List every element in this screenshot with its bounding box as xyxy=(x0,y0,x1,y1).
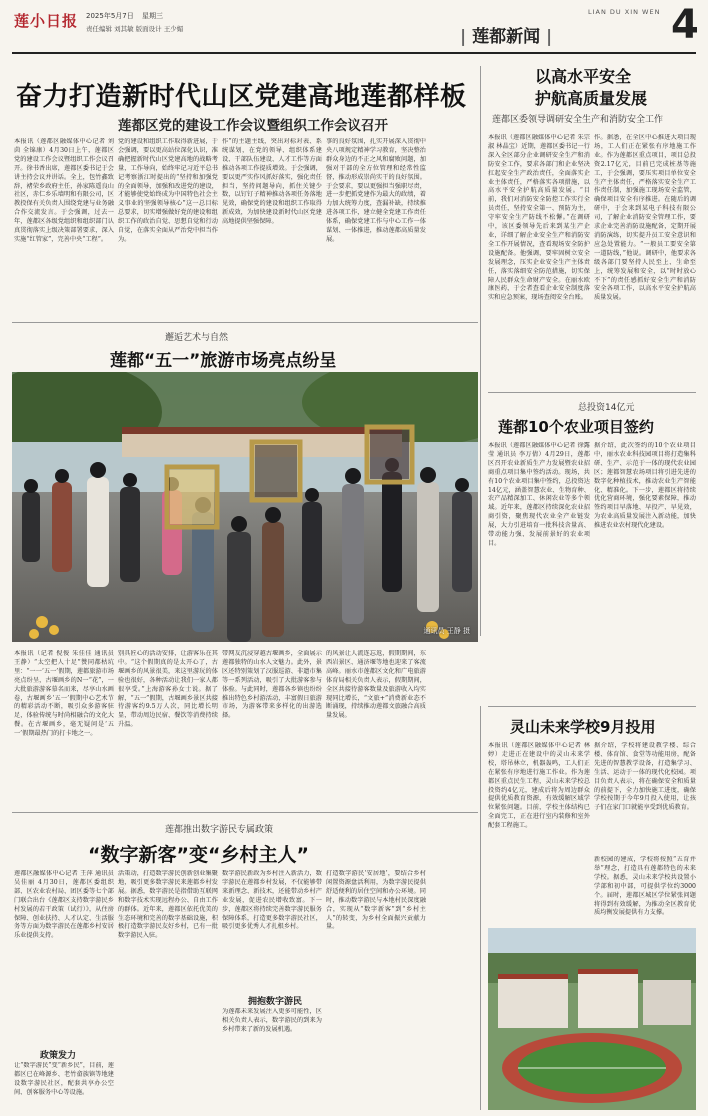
tourism-photo-image xyxy=(12,372,478,642)
col-divider-lower xyxy=(480,706,481,1110)
lead-headline: 奋力打造新时代山区党建高地莲都样板 xyxy=(16,82,467,112)
lead-col-1: 本报讯（莲都区融媒体中心记者 刘茵 全锦康）4月30日上午，莲都区党的建设工作会议暨组织工作会议召开。徐书香出席，莲都区委书记于会讲主持会议并讲话。全上，包竹鑫致辞，褚荣乡政府主任，孙家陈遥良山社区，赤仁乡乐墙明和有限公司，区教投保有关负责人围绕党建与业务融合作交流发言。于会强调，过去一年，莲都区各级党组织和组织部门认真贯彻落实上级决策部署要求，深入实施“红管家”，完善中央“工程”。 xyxy=(14,138,114,243)
photo-frame-fill xyxy=(170,470,214,524)
tourism-col-2: 别具匠心的活动安排，让游客乐在其中。“这个假期真的是太开心了，古堰画乡的风景很美，来这里游玩的体验也很好，各种活动让我们一家人都很享受。”上海游客孙女士说。据了解，“五一”假期，古堰画乡景区共接待游客约9.5万人次，同比增长明显，带动周边民宿、餐饮等消费持续升温。 xyxy=(118,650,218,729)
tourism-col-1: 本报讯（记者 倪俊 朱佳佳 通讯员 王静）“太空把人十足”赞同都枯坑里：“一一‘五一’假期，莲都旅游市场亮点纷呈，古堰画乡的N一“花”，一大批旅游游客慕名而来，尽享山水画卷，古堰画乡‘五一’假期中心艺术节的精彩活动不断，吸引众多游客驻足，体验传统与时尚相融合的文化大餐。在古堰画乡，毫无疑问是‘五一’假期最热门的打卡地之一。 xyxy=(14,650,114,738)
lead-subhead: 莲都区党的建设工作会议暨组织工作会议召开 xyxy=(118,118,388,134)
tourism-kicker: 邂逅艺术与自然 xyxy=(165,333,229,343)
school-photo xyxy=(488,928,696,1110)
photo-frame-fill xyxy=(370,430,409,479)
section-divider: | xyxy=(460,27,473,47)
safety-col-1: 本报讯（莲都区融媒体中心记者 朱宗淑 林晶宝）近期，莲都区委书记一行深入全区部分企业调研安全生产和消防安全工作，要求各部门和企业坚决扛起安全生产政治责任，全面落实企业主体责任，严格落实各项措施，以高水平安全护航高质量发展。“目前，我们对消防安全防控工作实行全员责任，坚持安全第一、预防为主，守牢安全生产防线不松懈。”在调研中，该区委领导先后来到某生产企业，详细了解企业安全生产和消防安全工作开展情况，查看现场安全防护设施配备。他强调，要牢固树立安全发展理念，压实企业安全生产主体责任，落实落细安全防范措施，切实保障人民群众生命财产安全。在丽水欧康医药，于会者查看企业安全制度落实和应急预案，现场查阅安全台账。 xyxy=(488,134,590,302)
tourism-photo xyxy=(12,372,478,642)
school-building xyxy=(498,978,568,1028)
page-number: 4 xyxy=(671,2,699,48)
photo-building-roof xyxy=(122,427,402,434)
consumer-subhead-1: 政策发力 xyxy=(40,1051,77,1061)
photo-frame-fill xyxy=(255,445,297,497)
date: 2025年5月7日 xyxy=(86,12,134,20)
photo-credit: 通讯员 王静 摄 xyxy=(423,627,470,635)
school-rule xyxy=(488,706,696,707)
school-col-2: 据介绍，学校将建设教学楼、综合楼、体育馆、食堂等功能用房，配备先进的智慧教学设备，打造集学习、生活、运动于一体的现代化校园。项目负责人表示，将在确保安全和质量的前提下，全力加快施工进度，确保学校按期于今年9月投入使用，让孩子们在家门口就能享受到优质教育。 xyxy=(594,742,696,812)
consumer-headline: “数字新客”变“乡村主人” xyxy=(88,844,309,866)
masthead xyxy=(0,0,708,58)
agri-col-2: 据介绍，此次签约的10个农业项目中，丽水农业科技园项目将打造集科研、生产、示范于一体的现代农业园区；莲都智慧农场项目将引进先进的数字化种植技术，推动农业生产智能化、精准化。下一步，莲都区将持续优化营商环境，强化要素保障，推动签约项目早落地、早投产、早见效，为农业高质量发展注入新动能，加快推进农业农村现代化建设。 xyxy=(594,442,696,530)
masthead-pinyin: LIAN DU XIN WEN xyxy=(588,8,661,16)
masthead-date xyxy=(86,11,163,21)
consumer-col-4: 打造数字游民‘安居地’，要结合乡村闲置资源盘活利用，为数字游民提供舒适便利的居住空间和办公环境。同时，推动数字游民与本地村民深度融合，实现从“数字新客”到“乡村主人”的转变，为乡村全面振兴贡献力量。 xyxy=(326,870,426,931)
school-photo-image xyxy=(488,928,696,1110)
masthead-editors: 责任编辑 刘其敏 版面设计 王少媚 xyxy=(86,25,184,33)
consumer-rule xyxy=(12,812,478,813)
school-roof xyxy=(498,974,568,979)
section-divider-right: | xyxy=(540,27,553,47)
agri-col-1: 本报讯（莲都区融媒体中心记者 徐露莹 通讯员 李万倩）4月29日，莲都区召开农业新质生产力发展暨农业招商重点项目集中签约活动。现场，共有10个农业项目集中签约，总投资达14亿元，涵盖智慧农业、生物育种、农产品精深加工、休闲农业等多个领域。近年来，莲都区持续深化农业招商引资，聚焦现代农业全产业链发展，大力引进培育一批科技含量高、带动能力强、发展前景好的农业项目。 xyxy=(488,442,590,547)
consumer-sub-2-text: 为莲都未来发展注入更多可能性，区相关负责人表示，数字游民的到来为乡村带来了新的发展机遇。 xyxy=(222,1008,322,1033)
lead-col-3: 作”的主题主线，突出对标对表、系统谋划，在党的领导、组织体系建设、干部队伍建设、人才工作等方面推动各项工作提质增效。于会强调，要以更严实作风抓好落实，强化责任担当，坚持问题导向，抓住关键少数，以钉钉子精神推动各项任务落地见效，确保党的建设和组织工作取得新成效，为加快建设新时代山区党建高地提供坚强保障。 xyxy=(222,138,322,226)
tourism-col-4: 的风景让人流连忘返，假期期间，东西岩景区、通济堰等地也迎来了客流高峰。丽水市莲都区文化和广电旅游体育局相关负责人表示，假期期间，全区共接待游客数量及旅游收入均实现同比增长，“文旅+”消费新业态不断涌现，持续推动莲都文旅融合高质量发展。 xyxy=(326,650,426,720)
masthead-rule xyxy=(12,52,696,54)
consumer-subhead-2: 拥抱数字游民 xyxy=(248,997,303,1007)
section-label: 莲都新闻 xyxy=(472,27,541,47)
safety-col-2: 作。据悉，在全区中心推进大项目现场，工人们正在紧张有序地施工作业。作为莲都区重点项目，项目总投资2.17亿元，目前已完成桩基等施工，于会强调，要压实项目单位安全生产主体责任，严格落实安全生产工作责任制，加强施工现场安全监管，确保项目安全有序推进。在随后的调研中，于会来到某电子科技有限公司，了解企业消防安全管理工作，要求企业完善消防设施配备，定期开展消防演练，切实提升员工安全意识和应急处置能力。“一般员工要安全第一道防线，”他说。调研中，他要求各级各部门要坚持人民至上、生命至上，统筹发展和安全，以“时时放心不下”的责任感抓好安全生产和消防安全各项工作，以高水平安全护航高质量发展。 xyxy=(594,134,696,302)
section-title xyxy=(460,22,552,47)
agri-kicker: 总投资14亿元 xyxy=(578,403,635,413)
school-col-3: 新校园的建成，学校将按照“五育并举”理念，打造具有莲都特色的未来学校。据悉，灵山未来学校共设置小学部和初中部，可提供学位约3000个。届时，莲都区城区学位紧张问题将得到有效缓解，为推动全区教育优质均衡发展提供有力支撑。 xyxy=(594,856,696,917)
masthead-logo: 莲小日报 xyxy=(14,12,79,30)
lead-col-4: 事的良好氛围，扎实开展深入贯彻中央八项规定精神学习教育，坚决整治群众身边的不正之风和腐败问题，加强对干部的全方位管理和经常性监督，推动形成崇尚实干的良好氛围。于会要求，要以更强担当强职尽责，进一步把抓党建作为最大的政绩，着力加大统筹力度，查漏补缺，持续推进各项工作，建立健全党建工作责任体系，确保党建工作与中心工作一体谋划、一体推进，推动莲都高质量发展。 xyxy=(326,138,426,243)
school-roof xyxy=(578,969,638,974)
weekday: 星期三 xyxy=(141,12,163,20)
tourism-rule xyxy=(12,322,478,323)
school-building xyxy=(578,973,638,1028)
safety-subhead: 莲都区委领导调研安全生产和消防安全工作 xyxy=(492,115,664,125)
tourism-col-3: 带网友沉浸穿越古堰画乡，全面展示莲都独特的山水人文魅力。此外，景区还特别策划了汉服巡游、非遗市集等一系列活动，吸引了大批游客参与体验。与此同时，莲都各乡镇也纷纷推出特色乡村游活动，丰富假日旅游市场，为游客带来多样化的出游选择。 xyxy=(222,650,322,720)
tourism-headline: 莲都“五一”旅游市场亮点纷呈 xyxy=(110,351,337,371)
safety-headline-1: 以高水平安全 xyxy=(535,67,632,86)
consumer-kicker: 莲都推出数字游民专属政策 xyxy=(165,825,274,835)
consumer-col-1: 莲都区融媒体中心记者 王萍 通讯员 吴佳丽 4月30日，莲都区委组织部、区农业农村局、团区委等七个部门联合出台《莲都区支持数字游民乡村发展的若干政策（试行）》，从住房保障、创业扶持、人才认定、生活服务等方面为数字游民在莲都乡村安居乐业提供支持。 xyxy=(14,870,114,940)
school-building xyxy=(643,980,691,1025)
lead-col-2: 党的建设和组织工作取得新进展，于会强调，要以更高站位深化认识，准确把握新时代山区党建高地的战略考量，工作导向，始终牢记习近平总书记考察浙江时提出的“坚持和加强党的全面领导，加强和改进党的建设，才能够使党始终成为中国特色社会主义事业的坚强领导核心”这一总目标总要求，切实增强做好党的建设和组织工作的政治自觉、思想自觉和行动自觉，在落实全面从严治党中担当作为。 xyxy=(118,138,218,243)
section-rule xyxy=(488,392,696,393)
col-divider xyxy=(480,66,481,636)
school-headline: 灵山未来学校9月投用 xyxy=(510,718,656,736)
consumer-sub-1-text: 让“数字游民”变“新乡民”，目前，莲都区已在峰源乡、老竹畲族镇等地建设数字游民社区，配套共享办公空间、创客服务中心等设施。 xyxy=(14,1062,114,1096)
consumer-col-3: 数字游民新政为乡村注入新活力，数字游民在莲都乡村发展，不仅能够带来新理念、新技术，还能带动乡村产业发展，促进农民增收致富。下一步，莲都区将持续完善数字游民服务保障体系，打造更多数字游民社区，吸引更多优秀人才扎根乡村。 xyxy=(222,870,322,931)
safety-headline-2: 护航高质量发展 xyxy=(535,89,648,108)
school-col-1: 本报讯（莲都区融媒体中心记者 林婷）走进正在建设中的灵山未来学校，塔吊林立，机器轰鸣，工人们正在紧张有序地进行施工作业。作为莲都区重点民生工程，灵山未来学校总投资约4亿元，建成后将为周边群众提供优质教育资源，有效缓解区域学位紧张问题。目前，学校主体结构已全面完工，正在进行室内装修和室外配套工程施工。 xyxy=(488,742,590,830)
agri-headline: 莲都10个农业项目签约 xyxy=(498,418,654,436)
consumer-col-2: 活策动，打造数字游民创新创业集聚地，吸引更多数字游民来莲都乡村发展。据悉，数字游民是指借助互联网和数字技术实现远程办公、自由工作的群体。近年来，莲都区依托优美的生态环境和完善的数字基础设施，积极打造数字游民友好乡村，已有一批数字游民入驻。 xyxy=(118,870,218,940)
